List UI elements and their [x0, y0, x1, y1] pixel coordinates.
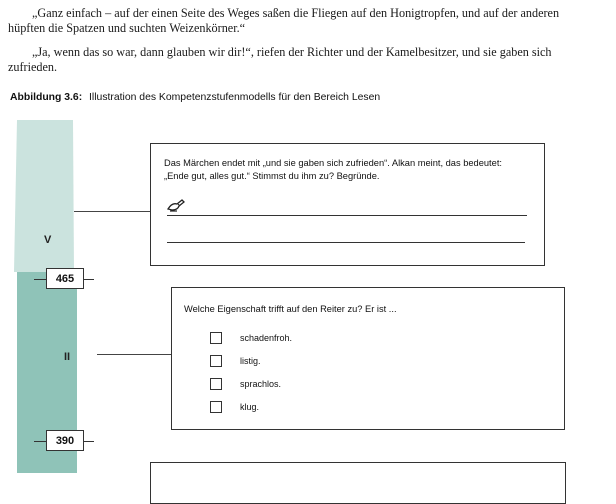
option-checkbox[interactable] — [210, 378, 222, 390]
scale-band-level-v — [14, 120, 74, 272]
option-checkbox[interactable] — [210, 355, 222, 367]
paragraph-1: „Ganz einfach – auf der einen Seite des Weges saßen die Fliegen auf den Honigtropfen, und auf der anderen hüpften die Spatzen und suchten Weizenkörner.“ — [8, 6, 560, 35]
level-ii-label: II — [64, 351, 71, 363]
option-checkbox[interactable] — [210, 332, 222, 344]
answer-line-1[interactable] — [167, 215, 527, 216]
figure-caption — [10, 92, 380, 103]
option-schadenfroh[interactable] — [210, 331, 293, 345]
task1-prompt: Das Märchen endet mit „und sie gaben sich zufrieden“. Alkan meint, das bedeutet: „Ende gut, alles gut.“ Stimmst du ihm zu? Begründe. — [164, 158, 502, 181]
answer-line-2[interactable] — [167, 242, 525, 243]
option-label: sprachlos. — [240, 379, 282, 389]
option-sprachlos[interactable] — [210, 377, 282, 391]
paragraph-2: „Ja, wenn das so war, dann glauben wir dir!“, riefen der Richter und der Kamelbesitzer, und sie gaben sich zufrieden. — [8, 45, 552, 74]
connector-task1 — [74, 211, 150, 212]
score-390-box: 390 — [46, 430, 84, 451]
option-label: klug. — [240, 402, 260, 412]
connector-task2 — [97, 354, 171, 355]
option-klug[interactable] — [210, 400, 260, 414]
task1-box — [150, 143, 545, 266]
option-label: schadenfroh. — [240, 333, 293, 343]
score-465-box: 465 — [46, 268, 84, 289]
competence-scale — [14, 120, 99, 473]
option-listig[interactable] — [210, 354, 261, 368]
task3-box — [150, 462, 566, 504]
option-label: listig. — [240, 356, 261, 366]
task2-prompt: Welche Eigenschaft trifft auf den Reiter zu? Er ist ... — [184, 304, 397, 314]
level-v-label: V — [44, 234, 52, 246]
task2-box — [171, 287, 565, 430]
option-checkbox[interactable] — [210, 401, 222, 413]
figure-title: Illustration des Kompetenzstufenmodells für den Bereich Lesen — [89, 92, 381, 103]
writing-hand-icon — [167, 198, 185, 212]
figure-label: Abbildung 3.6: — [10, 92, 83, 103]
